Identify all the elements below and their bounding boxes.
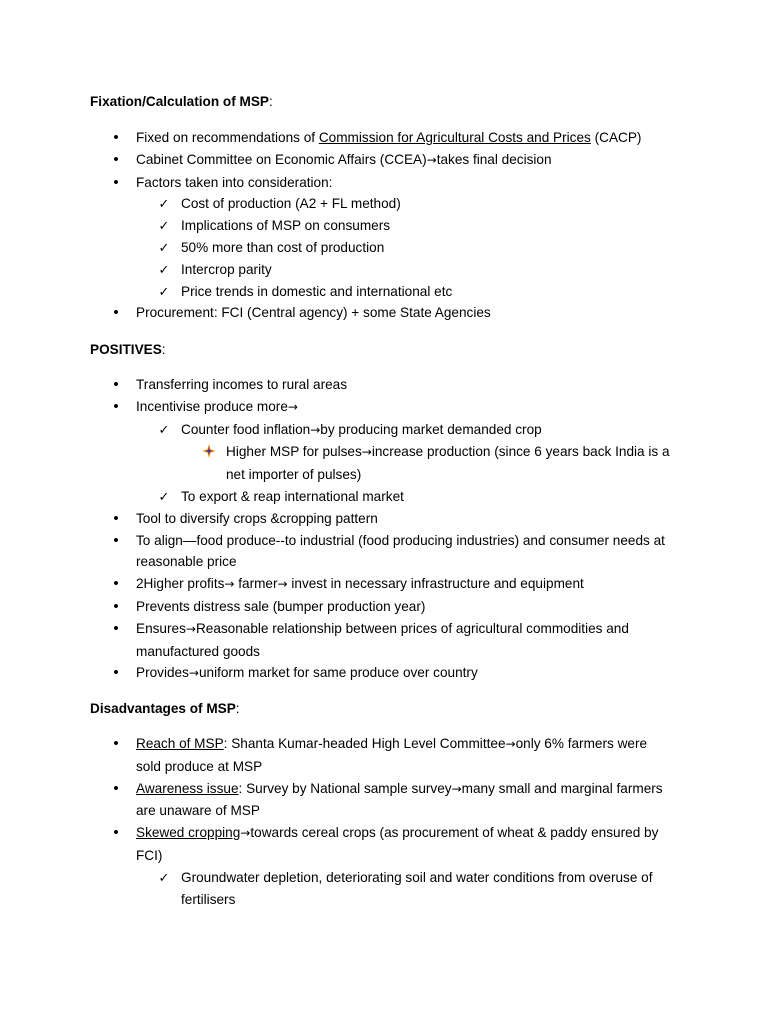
arrow-icon: → bbox=[240, 826, 251, 841]
positives-list bbox=[0, 374, 768, 685]
cacp-link: Commission for Agricultural Costs and Prices bbox=[318, 130, 591, 145]
list-item: • Reach of MSP: Shanta Kumar-headed High Level Committee→only 6% farmers were sold produce at MSP bbox=[0, 733, 666, 778]
list-item: • Prevents distress sale (bumper production year) bbox=[0, 596, 666, 618]
bullet-icon: • bbox=[113, 735, 119, 752]
bullet-icon: • bbox=[113, 173, 119, 191]
list-item: • Ensures→Reasonable relationship between prices of agricultural commodities and manufactured goods bbox=[0, 618, 666, 663]
bullet-icon: • bbox=[113, 664, 119, 682]
bullet-icon: • bbox=[113, 397, 119, 415]
sub-sub-item: Higher MSP for pulses→increase production (since 6 years back India is a net importer of pulses) bbox=[0, 441, 672, 486]
list-item: • Fixed on recommendations of Commission for Agricultural Costs and Prices (CACP) bbox=[0, 127, 666, 149]
section-heading-fixation: Fixation/Calculation of MSP: bbox=[90, 94, 273, 109]
bullet-icon: • bbox=[113, 304, 119, 322]
arrow-icon: → bbox=[277, 577, 288, 592]
factor-item: ✓ Cost of production (A2 + FL method) bbox=[0, 193, 666, 215]
arrow-icon: → bbox=[287, 399, 298, 414]
arrow-icon: → bbox=[310, 422, 321, 437]
checkmark-icon: ✓ bbox=[158, 196, 170, 212]
list-item: • Factors taken into consideration: bbox=[0, 172, 666, 194]
list-item: • Skewed cropping→towards cereal crops (as procurement of wheat & paddy ensured by FCI) bbox=[0, 822, 666, 867]
factor-item: ✓ Intercrop parity bbox=[0, 259, 666, 281]
bullet-icon: • bbox=[113, 597, 119, 615]
checkmark-icon: ✓ bbox=[158, 488, 170, 504]
arrow-icon: → bbox=[188, 666, 199, 681]
arrow-icon: → bbox=[451, 781, 462, 796]
list-item: • To align—food produce--to industrial (food producing industries) and consumer needs at reasonable price bbox=[0, 530, 666, 574]
list-item: • Transferring incomes to rural areas bbox=[0, 374, 666, 396]
list-item: • Procurement: FCI (Central agency) + some State Agencies bbox=[0, 302, 666, 324]
arrow-icon: → bbox=[185, 621, 196, 636]
factor-item: ✓ Implications of MSP on consumers bbox=[0, 215, 666, 237]
checkmark-icon: ✓ bbox=[158, 283, 170, 299]
bullet-icon: • bbox=[113, 779, 119, 797]
bullet-icon: • bbox=[113, 509, 119, 527]
section-heading-positives: POSITIVES: bbox=[90, 342, 166, 357]
bullet-icon: • bbox=[113, 575, 119, 593]
list-item: • Cabinet Committee on Economic Affairs (CCEA)→takes final decision bbox=[0, 149, 666, 172]
star-bullet-icon bbox=[200, 441, 218, 463]
disadvantages-list bbox=[0, 733, 768, 910]
list-item: • Awareness issue: Survey by National sample survey→many small and marginal farmers are unaware of MSP bbox=[0, 778, 666, 823]
bullet-icon: • bbox=[113, 150, 119, 168]
bullet-icon: • bbox=[113, 619, 119, 637]
sub-item: ✓ To export & reap international market bbox=[0, 486, 666, 508]
list-item: • Provides→uniform market for same produce over country bbox=[0, 662, 666, 685]
bullet-icon: • bbox=[113, 531, 119, 549]
arrow-icon: → bbox=[505, 737, 516, 751]
checkmark-icon: ✓ bbox=[158, 869, 170, 885]
bullet-icon: • bbox=[113, 129, 119, 146]
list-item: • Incentivise produce more→ bbox=[0, 396, 666, 419]
checkmark-icon: ✓ bbox=[158, 421, 170, 437]
list-item: • Tool to diversify crops &cropping pattern bbox=[0, 508, 666, 530]
sub-item: ✓ Counter food inflation→by producing market demanded crop bbox=[0, 419, 666, 442]
sub-item: ✓ Groundwater depletion, deteriorating soil and water conditions from overuse of fertilisers bbox=[0, 867, 666, 911]
bullet-icon: • bbox=[113, 376, 119, 393]
list-item: • 2Higher profits→ farmer→ invest in necessary infrastructure and equipment bbox=[0, 573, 666, 596]
arrow-icon: → bbox=[224, 577, 235, 592]
checkmark-icon: ✓ bbox=[158, 239, 170, 255]
bullet-icon: • bbox=[113, 824, 119, 842]
fixation-list bbox=[0, 127, 768, 324]
section-heading-disadvantages: Disadvantages of MSP: bbox=[90, 701, 240, 716]
factor-item: ✓ 50% more than cost of production bbox=[0, 237, 666, 259]
arrow-icon: → bbox=[361, 445, 372, 460]
arrow-icon: → bbox=[426, 152, 437, 167]
factor-item: ✓ Price trends in domestic and international etc bbox=[0, 281, 666, 303]
checkmark-icon: ✓ bbox=[158, 261, 170, 277]
checkmark-icon: ✓ bbox=[158, 218, 170, 234]
